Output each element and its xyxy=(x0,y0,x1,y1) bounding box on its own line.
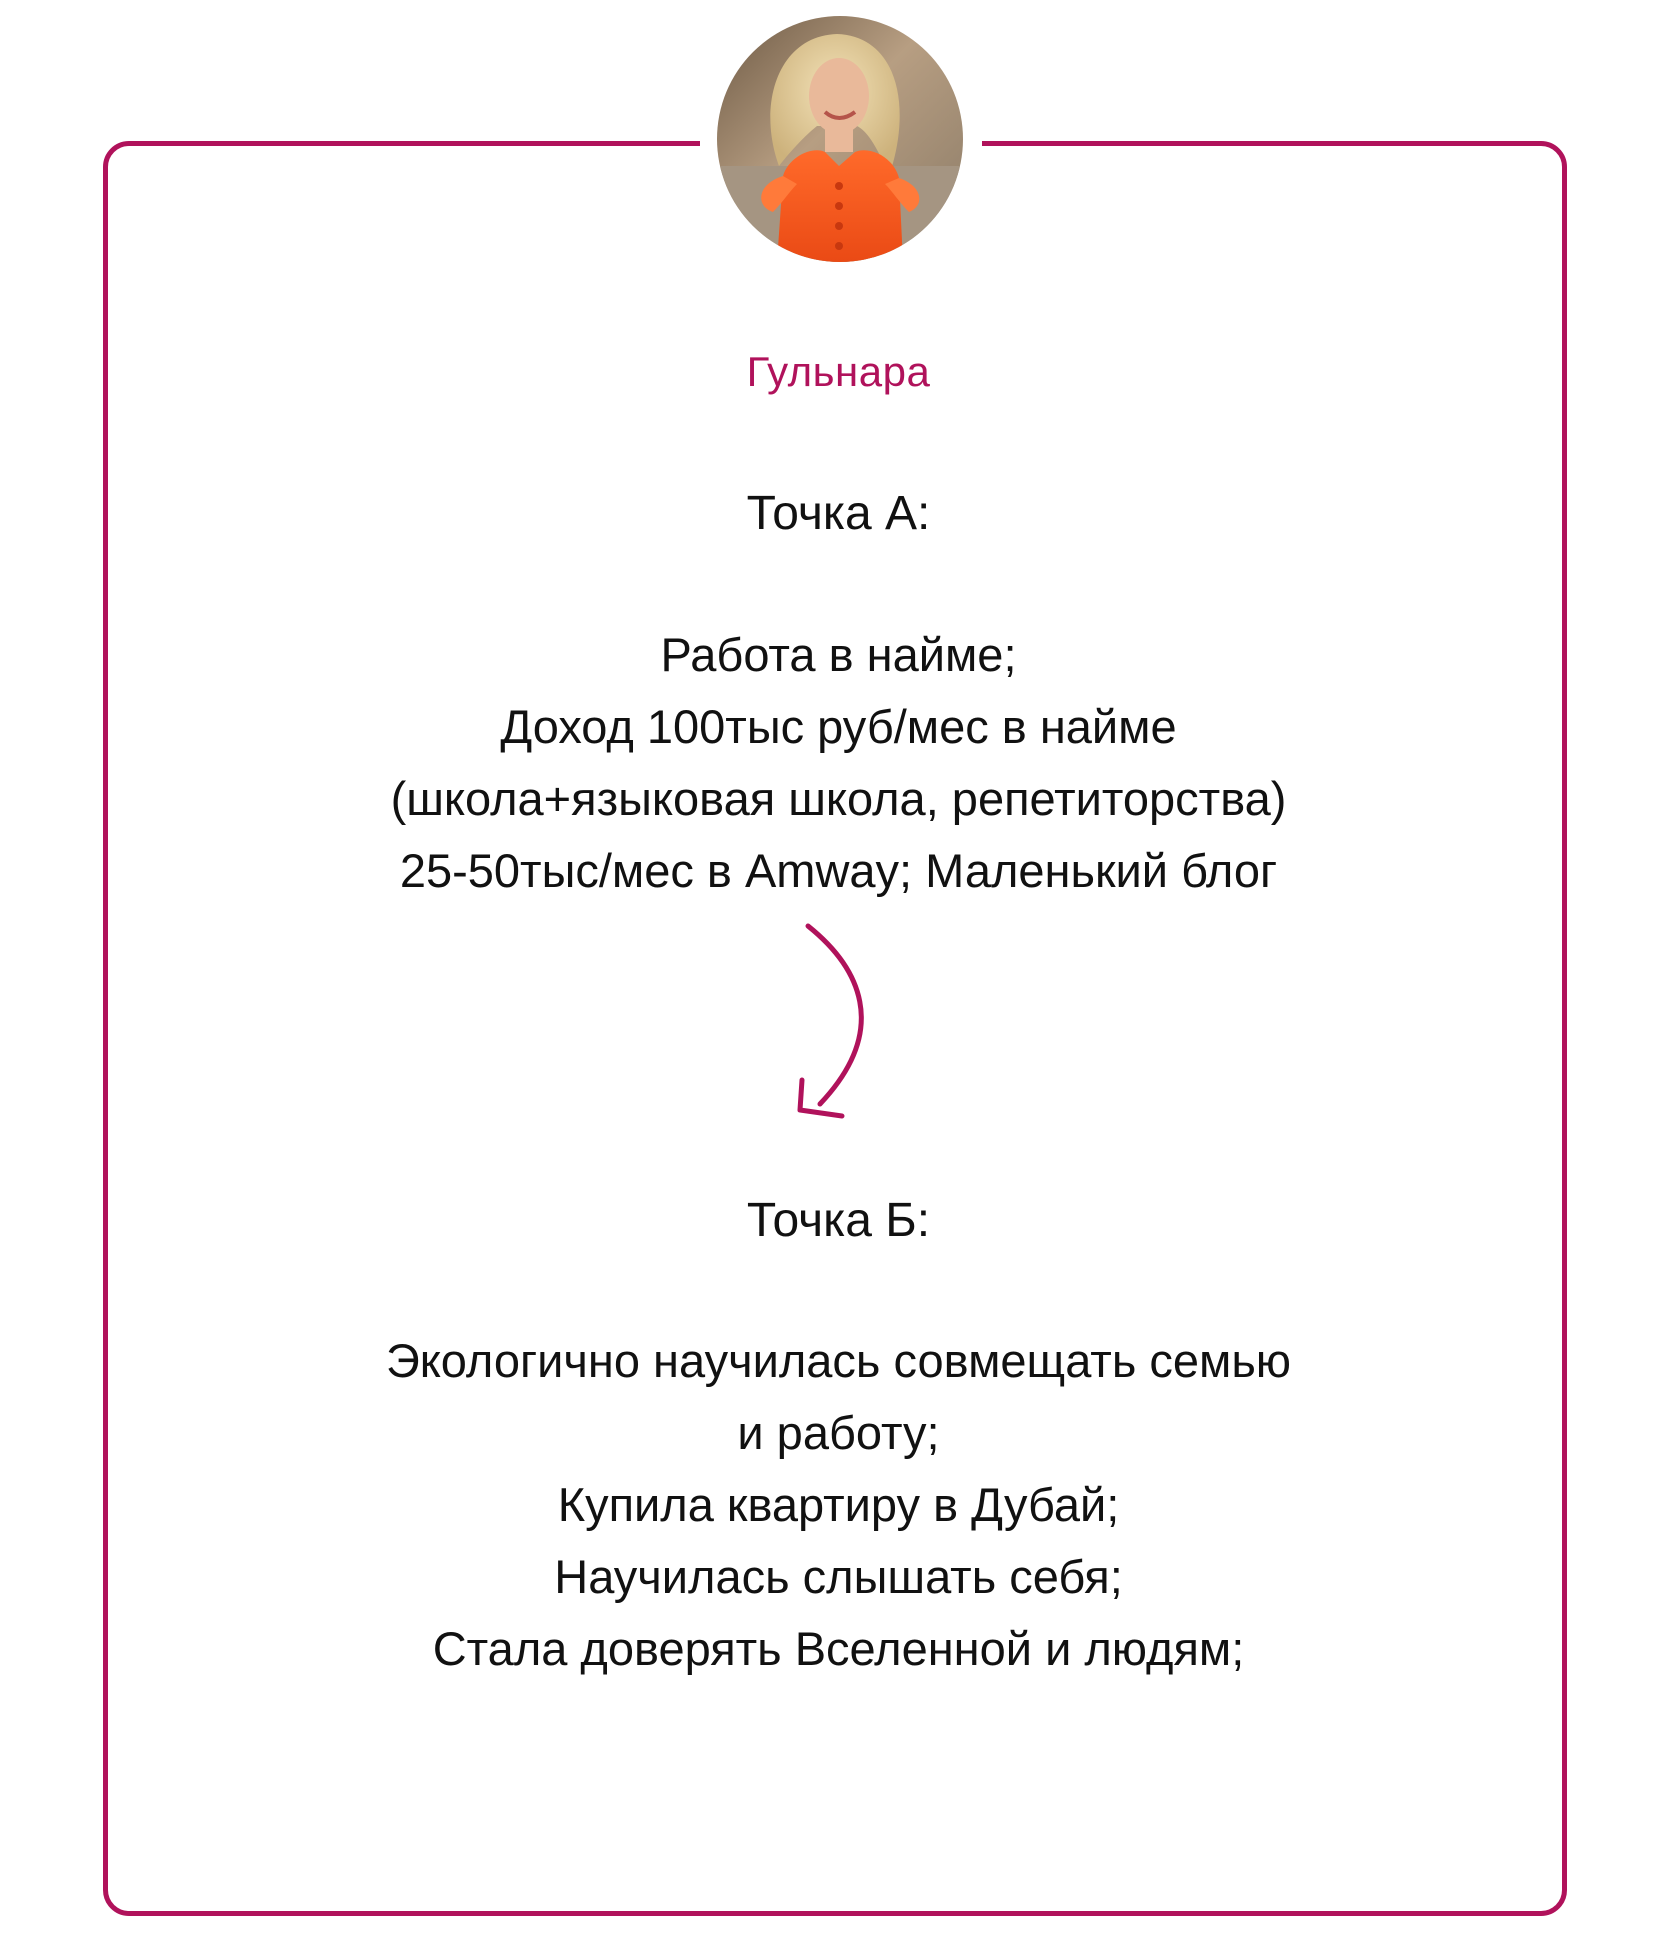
point-a-heading: Точка А: xyxy=(746,487,931,540)
point-b-line: и работу; xyxy=(737,1406,940,1459)
point-b-description xyxy=(0,1325,1677,1685)
person-photo-avatar-icon xyxy=(717,16,963,262)
curved-arrow-down-icon xyxy=(780,920,900,1130)
point-a-line: Работа в найме; xyxy=(660,628,1017,681)
point-a-line: 25-50тыс/мес в Amway; Маленький блог xyxy=(399,844,1278,897)
point-a-description xyxy=(0,619,1677,907)
avatar xyxy=(717,16,963,262)
point-b-line: Стала доверять Вселенной и людям; xyxy=(432,1622,1245,1675)
point-b-heading: Точка Б: xyxy=(746,1194,931,1247)
point-b-line: Экологично научилась совмещать семью xyxy=(385,1334,1292,1387)
point-a-line: Доход 100тыс руб/мес в найме xyxy=(500,700,1177,753)
point-a-line: (школа+языковая школа, репетиторства) xyxy=(390,772,1287,825)
person-name: Гульнара xyxy=(746,348,931,395)
point-b-line: Купила квартиру в Дубай; xyxy=(557,1478,1120,1531)
point-b-line: Научилась слышать себя; xyxy=(554,1550,1123,1603)
